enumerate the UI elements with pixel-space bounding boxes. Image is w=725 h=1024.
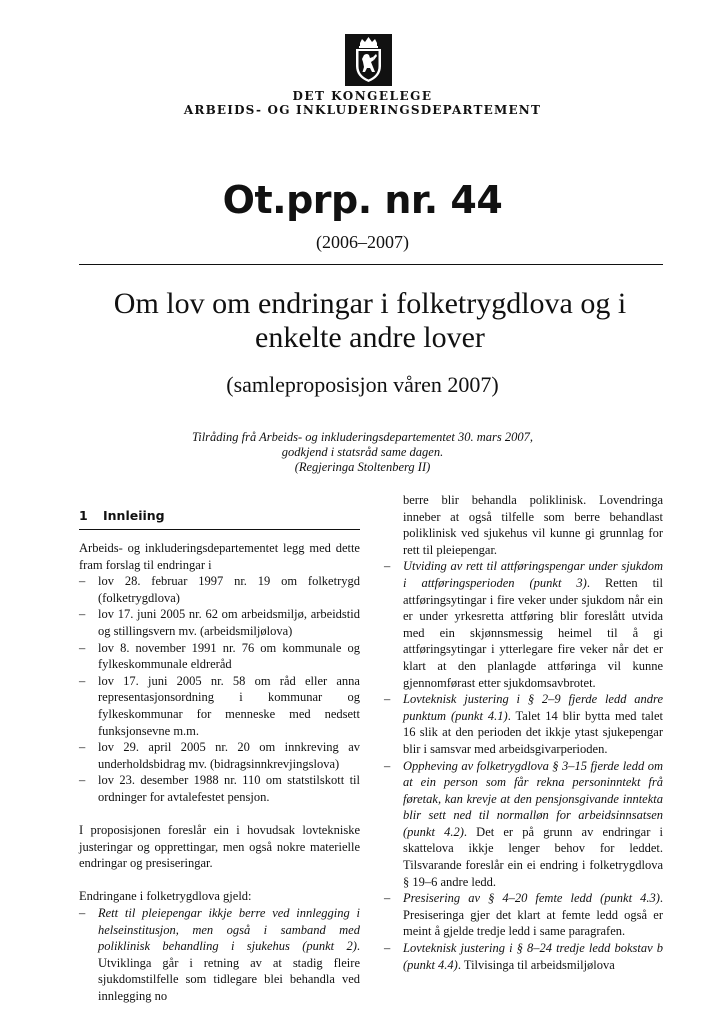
section-number: 1	[79, 508, 88, 523]
right-column	[384, 492, 663, 973]
approval-note	[0, 430, 725, 475]
ministry-line-2: ARBEIDS- OG INKLUDERINGSDEPARTEMENT	[183, 103, 542, 117]
approval-line: Tilråding frå Arbeids- og inkluderingsdepartementet 30. mars 2007,	[191, 430, 534, 444]
item-text: . Talet 14 blir bytta med talet 16 slik at den perioden det ikkje ytast sjukepengar blir i samsvar med arbeidsgivarperioden.	[403, 708, 663, 756]
item-heading: Lovteknisk justering i § 2–9 fjerde ledd andre punktum (punkt 4.1)	[403, 692, 663, 723]
list-item: – lov 23. desember 1988 nr. 110 om statstilskott til ordninger for avtalefestet pensjon.	[79, 772, 360, 805]
section-title: Innleiing	[103, 508, 165, 523]
item-heading: Rett til pleiepengar ikkje berre ved innlegging i helseinstitusjon, men også i samband med poliklinisk behandling i sjukehus (punkt 2)	[98, 906, 360, 954]
list-item	[384, 890, 663, 940]
document-number: Ot.prp. nr. 44	[222, 178, 503, 222]
item-heading: Presisering av § 4–20 femte ledd (punkt 4.3)	[403, 891, 660, 906]
list-item	[384, 940, 663, 973]
list-item	[384, 558, 663, 691]
item-heading: Utviding av rett til attføringspengar under sjukdom i attføringsperioden (punkt 3)	[403, 559, 663, 590]
item-text: . Utviklinga går i retning av at stadig fleire sjukdomstilfelle som tidlegare blei behandla ved innlegging no	[98, 939, 360, 1004]
paragraph: Endringane i folketrygdlova gjeld:	[79, 889, 252, 904]
list-item	[384, 758, 663, 891]
title-divider	[79, 264, 663, 265]
item-text: . Presiseringa gjer det klart at femte ledd også er meint å gjelde tredje ledd i same paragrafen.	[403, 891, 663, 939]
left-column	[79, 540, 360, 1005]
list-item: – lov 17. juni 2005 nr. 58 om råd eller anna representasjonsordning i kommunar og fylkeskommunar for menneske med nedsett funksjonsevne m.m.	[79, 673, 360, 739]
item-text: . Tilvisinga til arbeidsmiljølova	[457, 957, 615, 972]
item-text: . Retten til attføringsytingar i fire veker under sjukdom når ein er under yrkesretta attføring blir foreslått utvida med ein skjønnsmessig heimel til å gi attføringsytingar i ytterlegare fire veker når det er klart at den planlagde attføringa vil kunne gjennomførast etter sjukdomsavbrotet.	[403, 575, 663, 690]
list-item: – lov 8. november 1991 nr. 76 om kommunale og fylkeskommunale eldreråd	[79, 640, 360, 673]
item-heading: Oppheving av folketrygdlova § 3–15 fjerde ledd om at ein person som får rekna personinntekt frå føretak, kan krevje at den pensjonsgivande inntekta blir sett ned til normalløn for arbeidsinnsatsen (punkt 4.2)	[403, 758, 663, 839]
paragraph: I proposisjonen foreslår ein i hovudsak lovtekniske justeringar og opprettingar, men også nokre materielle endringar og presiseringar.	[79, 823, 360, 871]
document-title: Om lov om endringar i folketrygdlova og i enkelte andre lover	[113, 287, 627, 354]
section-heading	[79, 508, 360, 523]
item-heading: Lovteknisk justering i § 8–24 tredje ledd bokstav b (punkt 4.4)	[403, 941, 663, 972]
coat-of-arms-icon	[345, 34, 392, 86]
section-divider	[79, 529, 360, 530]
ministry-line-1: DET KONGELEGE	[292, 89, 433, 103]
list-item	[79, 905, 360, 1005]
item-text: . Det er på grunn av endringar i skattelova ikkje lenger behov for leddet. Tilsvarande foreslår ein ei endring i folketrygdlova § 19–6 andre ledd.	[403, 824, 663, 889]
law-list	[79, 573, 360, 805]
continued-paragraph: berre blir behandla poliklinisk. Lovendringa inneber at også tilfelle som berre behandlast poliklinisk ved sjukehus vil kunne gi grunnlag for rett til pleiepengar.	[403, 493, 663, 557]
list-item: – lov 29. april 2005 nr. 20 om innkreving av underholdsbidrag mv. (bidragsinnkrevjingslova)	[79, 739, 360, 772]
change-list	[384, 558, 663, 973]
session-years: (2006–2007)	[316, 232, 409, 252]
intro-paragraph: Arbeids- og inkluderingsdepartementet legg med dette fram forslag til endringar i	[79, 541, 360, 572]
list-item: – lov 17. juni 2005 nr. 62 om arbeidsmiljø, arbeidstid og stillingsvern mv. (arbeidsmiljølova)	[79, 606, 360, 639]
document-subtitle: (samleproposisjon våren 2007)	[226, 372, 499, 397]
approval-line: godkjend i statsråd same dagen.	[281, 445, 444, 459]
list-item	[384, 691, 663, 757]
change-list	[79, 905, 360, 1005]
list-item: – lov 28. februar 1997 nr. 19 om folketrygd (folketrygdlova)	[79, 573, 360, 606]
approval-line: (Regjeringa Stoltenberg II)	[294, 460, 431, 474]
